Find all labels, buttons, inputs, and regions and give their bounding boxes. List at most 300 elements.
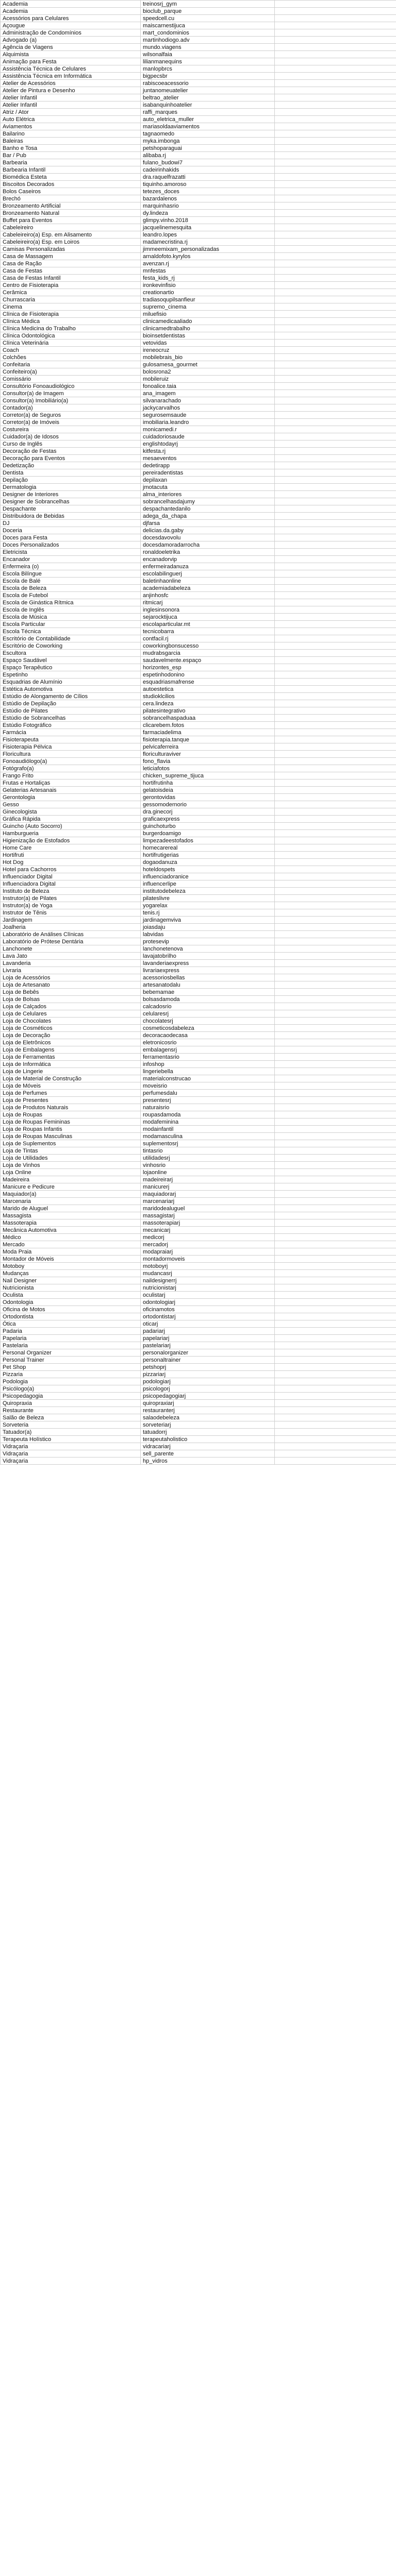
profile-cell[interactable]: joiasdaju <box>141 924 275 931</box>
profile-cell[interactable]: oculistarj <box>141 1292 275 1299</box>
profile-cell[interactable]: speedcell.cu <box>141 15 275 22</box>
profile-cell[interactable]: jackycarvalhos <box>141 404 275 412</box>
category-cell[interactable]: Escritório de Coworking <box>1 642 141 650</box>
empty-cell[interactable] <box>275 664 396 671</box>
category-cell[interactable]: Loja de Material de Construção <box>1 1075 141 1082</box>
category-cell[interactable]: Escola de Balé <box>1 578 141 585</box>
empty-cell[interactable] <box>275 1032 396 1039</box>
empty-cell[interactable] <box>275 938 396 945</box>
empty-cell[interactable] <box>275 945 396 953</box>
empty-cell[interactable] <box>275 1169 396 1176</box>
profile-cell[interactable]: hp_vidros <box>141 1458 275 1465</box>
category-cell[interactable]: Restaurante <box>1 1407 141 1414</box>
category-cell[interactable]: Escola Técnica <box>1 628 141 635</box>
empty-cell[interactable] <box>275 1054 396 1061</box>
category-cell[interactable]: Despachante <box>1 505 141 513</box>
empty-cell[interactable] <box>275 462 396 469</box>
profile-cell[interactable]: imobiliaria.leandro <box>141 419 275 426</box>
profile-cell[interactable]: dra.raquelfrazatti <box>141 174 275 181</box>
profile-cell[interactable]: anjinhosfc <box>141 592 275 599</box>
category-cell[interactable]: Distribuidora de Bebidas <box>1 513 141 520</box>
category-cell[interactable]: Enfermeira (o) <box>1 563 141 570</box>
category-cell[interactable]: Hot Dog <box>1 859 141 866</box>
profile-cell[interactable]: homecarereal <box>141 844 275 852</box>
profile-cell[interactable]: tintasrio <box>141 1147 275 1155</box>
profile-cell[interactable]: depilaxan <box>141 477 275 484</box>
category-cell[interactable]: Papelaria <box>1 1335 141 1342</box>
empty-cell[interactable] <box>275 1313 396 1320</box>
empty-cell[interactable] <box>275 239 396 246</box>
profile-cell[interactable]: autoestetica <box>141 686 275 693</box>
category-cell[interactable]: Influenciadora Digital <box>1 880 141 888</box>
category-cell[interactable]: Gelaterias Artesanais <box>1 787 141 794</box>
empty-cell[interactable] <box>275 361 396 368</box>
category-cell[interactable]: Lavanderia <box>1 960 141 967</box>
category-cell[interactable]: Vidraçaria <box>1 1450 141 1458</box>
empty-cell[interactable] <box>275 354 396 361</box>
category-cell[interactable]: Auto Elétrica <box>1 116 141 123</box>
profile-cell[interactable]: sell_parente <box>141 1450 275 1458</box>
empty-cell[interactable] <box>275 1385 396 1393</box>
profile-cell[interactable]: marquinhasrio <box>141 202 275 210</box>
category-cell[interactable]: Loja de Celulares <box>1 1010 141 1018</box>
category-cell[interactable]: Casa de Festas Infantil <box>1 275 141 282</box>
profile-cell[interactable]: tagnaomedo <box>141 130 275 138</box>
category-cell[interactable]: Higienização de Estofados <box>1 837 141 844</box>
profile-cell[interactable]: fulano_budowi7 <box>141 159 275 166</box>
category-cell[interactable]: Cinema <box>1 303 141 311</box>
empty-cell[interactable] <box>275 145 396 152</box>
category-cell[interactable]: Instrutor(a) de Yoga <box>1 902 141 909</box>
category-cell[interactable]: Clínica Médica <box>1 318 141 325</box>
category-cell[interactable]: Barbearia Infantil <box>1 166 141 174</box>
empty-cell[interactable] <box>275 787 396 794</box>
empty-cell[interactable] <box>275 65 396 73</box>
profile-cell[interactable]: influencerlipe <box>141 880 275 888</box>
empty-cell[interactable] <box>275 29 396 37</box>
empty-cell[interactable] <box>275 505 396 513</box>
profile-cell[interactable]: vetovidas <box>141 340 275 347</box>
category-cell[interactable]: Corretor(a) de Seguros <box>1 412 141 419</box>
empty-cell[interactable] <box>275 981 396 989</box>
profile-cell[interactable]: utilidadesrj <box>141 1155 275 1162</box>
profile-cell[interactable]: saudavelmente.espaço <box>141 657 275 664</box>
category-cell[interactable]: Banho e Tosa <box>1 145 141 152</box>
category-cell[interactable]: Mercado <box>1 1241 141 1248</box>
profile-cell[interactable]: bioinsetdentistas <box>141 332 275 340</box>
category-cell[interactable]: Clínica Veterinária <box>1 340 141 347</box>
empty-cell[interactable] <box>275 347 396 354</box>
profile-cell[interactable]: academiadabeleza <box>141 585 275 592</box>
category-cell[interactable]: Instrutor de Tênis <box>1 909 141 917</box>
profile-cell[interactable]: bebemamae <box>141 989 275 996</box>
empty-cell[interactable] <box>275 1400 396 1407</box>
category-cell[interactable]: Loja de Decoração <box>1 1032 141 1039</box>
empty-cell[interactable] <box>275 383 396 390</box>
empty-cell[interactable] <box>275 1075 396 1082</box>
category-cell[interactable]: Escola de Inglês <box>1 606 141 614</box>
empty-cell[interactable] <box>275 852 396 859</box>
category-cell[interactable]: Loja de Artesanato <box>1 981 141 989</box>
empty-cell[interactable] <box>275 289 396 296</box>
category-cell[interactable]: Loja Online <box>1 1169 141 1176</box>
empty-cell[interactable] <box>275 22 396 29</box>
category-cell[interactable]: Escultora <box>1 650 141 657</box>
profile-cell[interactable]: psicopedagogiarj <box>141 1393 275 1400</box>
category-cell[interactable]: Lava Jato <box>1 953 141 960</box>
category-cell[interactable]: Bar / Pub <box>1 152 141 159</box>
category-cell[interactable]: Estúdio de Depilação <box>1 700 141 707</box>
profile-cell[interactable]: massoterapiarj <box>141 1219 275 1227</box>
profile-cell[interactable]: miluefisio <box>141 311 275 318</box>
profile-cell[interactable]: leticiafotos <box>141 765 275 772</box>
empty-cell[interactable] <box>275 816 396 823</box>
empty-cell[interactable] <box>275 246 396 253</box>
profile-cell[interactable]: mobilebrais_bio <box>141 354 275 361</box>
category-cell[interactable]: Loja de Ferramentas <box>1 1054 141 1061</box>
category-cell[interactable]: Personal Organizer <box>1 1349 141 1357</box>
profile-cell[interactable]: sobrancelhaspaduaa <box>141 715 275 722</box>
category-cell[interactable]: Coach <box>1 347 141 354</box>
profile-cell[interactable]: sobrancelhasdajumy <box>141 498 275 505</box>
category-cell[interactable]: Estúdio de Pilates <box>1 707 141 715</box>
category-cell[interactable]: Designer de Interiores <box>1 491 141 498</box>
profile-cell[interactable]: enfermeiradanuza <box>141 563 275 570</box>
category-cell[interactable]: Loja de Chocolates <box>1 1018 141 1025</box>
category-cell[interactable]: Ótica <box>1 1320 141 1328</box>
empty-cell[interactable] <box>275 679 396 686</box>
profile-cell[interactable]: maquiadorarj <box>141 1191 275 1198</box>
profile-cell[interactable]: docesdamoradarrocha <box>141 541 275 549</box>
category-cell[interactable]: Consultório Fonoaudiológico <box>1 383 141 390</box>
category-cell[interactable]: Hortifruti <box>1 852 141 859</box>
empty-cell[interactable] <box>275 628 396 635</box>
empty-cell[interactable] <box>275 498 396 505</box>
category-cell[interactable]: Loja de Acessórios <box>1 974 141 981</box>
profile-cell[interactable]: studioklcilios <box>141 693 275 700</box>
category-cell[interactable]: Confeiteiro(a) <box>1 368 141 376</box>
category-cell[interactable]: Designer de Sobrancelhas <box>1 498 141 505</box>
profile-cell[interactable]: kitfesta.rj <box>141 448 275 455</box>
empty-cell[interactable] <box>275 174 396 181</box>
category-cell[interactable]: Oficina de Motos <box>1 1306 141 1313</box>
empty-cell[interactable] <box>275 1248 396 1256</box>
profile-cell[interactable]: raffi_marques <box>141 109 275 116</box>
category-cell[interactable]: Instrutor(a) de Pilates <box>1 895 141 902</box>
category-cell[interactable]: Bronzeamento Artificial <box>1 202 141 210</box>
profile-cell[interactable]: hortifrutigerias <box>141 852 275 859</box>
empty-cell[interactable] <box>275 1118 396 1126</box>
profile-cell[interactable]: myka.imbonga <box>141 138 275 145</box>
category-cell[interactable]: Motoboy <box>1 1263 141 1270</box>
category-cell[interactable]: Hamburgueria <box>1 830 141 837</box>
profile-cell[interactable]: personalorganizer <box>141 1349 275 1357</box>
category-cell[interactable]: Sorveteria <box>1 1421 141 1429</box>
profile-cell[interactable]: mundo.viagens <box>141 44 275 51</box>
empty-cell[interactable] <box>275 1306 396 1313</box>
empty-cell[interactable] <box>275 1458 396 1465</box>
profile-cell[interactable]: eletronicosrio <box>141 1039 275 1046</box>
empty-cell[interactable] <box>275 830 396 837</box>
empty-cell[interactable] <box>275 1018 396 1025</box>
profile-cell[interactable]: cadeirinhakids <box>141 166 275 174</box>
category-cell[interactable]: Madeireira <box>1 1176 141 1183</box>
empty-cell[interactable] <box>275 1082 396 1090</box>
category-cell[interactable]: Comissário <box>1 376 141 383</box>
empty-cell[interactable] <box>275 563 396 570</box>
category-cell[interactable]: Administração de Condomínios <box>1 29 141 37</box>
category-cell[interactable]: Gráfica Rápida <box>1 816 141 823</box>
empty-cell[interactable] <box>275 1039 396 1046</box>
empty-cell[interactable] <box>275 1421 396 1429</box>
profile-cell[interactable]: creationartio <box>141 289 275 296</box>
profile-cell[interactable]: calcadosrio <box>141 1003 275 1010</box>
empty-cell[interactable] <box>275 1443 396 1450</box>
empty-cell[interactable] <box>275 578 396 585</box>
profile-cell[interactable]: oficinamotos <box>141 1306 275 1313</box>
profile-cell[interactable]: petshoprj <box>141 1364 275 1371</box>
profile-cell[interactable]: maridodealuguel <box>141 1205 275 1212</box>
empty-cell[interactable] <box>275 130 396 138</box>
category-cell[interactable]: Atelier Infantil <box>1 94 141 101</box>
empty-cell[interactable] <box>275 123 396 130</box>
profile-cell[interactable]: infoshop <box>141 1061 275 1068</box>
empty-cell[interactable] <box>275 585 396 592</box>
profile-cell[interactable]: ireneocruz <box>141 347 275 354</box>
empty-cell[interactable] <box>275 101 396 109</box>
empty-cell[interactable] <box>275 751 396 758</box>
profile-cell[interactable]: moveisrio <box>141 1082 275 1090</box>
empty-cell[interactable] <box>275 1111 396 1118</box>
profile-cell[interactable]: massagistarj <box>141 1212 275 1219</box>
category-cell[interactable]: Corretor(a) de Imóveis <box>1 419 141 426</box>
category-cell[interactable]: Atriz / Ator <box>1 109 141 116</box>
profile-cell[interactable]: bazardalenos <box>141 195 275 202</box>
empty-cell[interactable] <box>275 1227 396 1234</box>
profile-cell[interactable]: treinosrj_gym <box>141 1 275 8</box>
profile-cell[interactable]: mariasoldaaviamentos <box>141 123 275 130</box>
empty-cell[interactable] <box>275 722 396 729</box>
category-cell[interactable]: Animação para Festa <box>1 58 141 65</box>
empty-cell[interactable] <box>275 1104 396 1111</box>
profile-cell[interactable]: ronaldoeletrika <box>141 549 275 556</box>
category-cell[interactable]: Curso de Inglês <box>1 440 141 448</box>
category-cell[interactable]: Encanador <box>1 556 141 563</box>
profile-cell[interactable]: influenciadoranice <box>141 873 275 880</box>
category-cell[interactable]: Decoração de Festas <box>1 448 141 455</box>
profile-cell[interactable]: glimpy.vinho.2018 <box>141 217 275 224</box>
profile-cell[interactable]: gulosamesa_gourmet <box>141 361 275 368</box>
profile-cell[interactable]: monicamedi.r <box>141 426 275 433</box>
category-cell[interactable]: Eletricista <box>1 549 141 556</box>
profile-cell[interactable]: padariarj <box>141 1328 275 1335</box>
empty-cell[interactable] <box>275 1436 396 1443</box>
profile-cell[interactable]: perfumesdalu <box>141 1090 275 1097</box>
profile-cell[interactable]: acessoriosbellas <box>141 974 275 981</box>
empty-cell[interactable] <box>275 1155 396 1162</box>
empty-cell[interactable] <box>275 260 396 267</box>
empty-cell[interactable] <box>275 1046 396 1054</box>
category-cell[interactable]: Espaço Terapêutico <box>1 664 141 671</box>
profile-cell[interactable]: dedetirapp <box>141 462 275 469</box>
category-cell[interactable]: Terapeuta Holístico <box>1 1436 141 1443</box>
category-cell[interactable]: Buffet para Eventos <box>1 217 141 224</box>
category-cell[interactable]: Cuidador(a) de Idosos <box>1 433 141 440</box>
category-cell[interactable]: Academia <box>1 1 141 8</box>
empty-cell[interactable] <box>275 1176 396 1183</box>
profile-cell[interactable]: psicologorj <box>141 1385 275 1393</box>
profile-cell[interactable]: vidracariarj <box>141 1443 275 1450</box>
empty-cell[interactable] <box>275 974 396 981</box>
profile-cell[interactable]: mercadorj <box>141 1241 275 1248</box>
empty-cell[interactable] <box>275 1147 396 1155</box>
profile-cell[interactable]: tradiasoqupilsanfieur <box>141 296 275 303</box>
category-cell[interactable]: Loja de Produtos Naturais <box>1 1104 141 1111</box>
profile-cell[interactable]: materialconstrucao <box>141 1075 275 1082</box>
profile-cell[interactable]: sejarocktijuca <box>141 614 275 621</box>
category-cell[interactable]: Casa de Ração <box>1 260 141 267</box>
category-cell[interactable]: Manicure e Pedicure <box>1 1183 141 1191</box>
category-cell[interactable]: Decoração para Eventos <box>1 455 141 462</box>
category-cell[interactable]: Instituto de Beleza <box>1 888 141 895</box>
empty-cell[interactable] <box>275 1357 396 1364</box>
category-cell[interactable]: Centro de Fisioterapia <box>1 282 141 289</box>
empty-cell[interactable] <box>275 1126 396 1133</box>
empty-cell[interactable] <box>275 1212 396 1219</box>
empty-cell[interactable] <box>275 224 396 231</box>
profile-cell[interactable]: beltrao_atelier <box>141 94 275 101</box>
category-cell[interactable]: Salão de Beleza <box>1 1414 141 1421</box>
category-cell[interactable]: Pastelaria <box>1 1342 141 1349</box>
empty-cell[interactable] <box>275 491 396 498</box>
empty-cell[interactable] <box>275 51 396 58</box>
empty-cell[interactable] <box>275 267 396 275</box>
category-cell[interactable]: Brechó <box>1 195 141 202</box>
empty-cell[interactable] <box>275 779 396 787</box>
profile-cell[interactable]: segurosemsaude <box>141 412 275 419</box>
profile-cell[interactable]: arnaldofoto.kyrylos <box>141 253 275 260</box>
profile-cell[interactable]: fonoalice.taia <box>141 383 275 390</box>
empty-cell[interactable] <box>275 642 396 650</box>
profile-cell[interactable]: institutodebeleza <box>141 888 275 895</box>
empty-cell[interactable] <box>275 296 396 303</box>
category-cell[interactable]: Acessórios para Celulares <box>1 15 141 22</box>
profile-cell[interactable]: englishtodayrj <box>141 440 275 448</box>
empty-cell[interactable] <box>275 1 396 8</box>
profile-cell[interactable]: floriculturaviver <box>141 751 275 758</box>
category-cell[interactable]: Loja de Roupas <box>1 1111 141 1118</box>
profile-cell[interactable]: cosmeticosdabeleza <box>141 1025 275 1032</box>
profile-cell[interactable]: marcenariarj <box>141 1198 275 1205</box>
profile-cell[interactable]: escolabilinguerj <box>141 570 275 578</box>
category-cell[interactable]: Atelier Infantil <box>1 101 141 109</box>
profile-cell[interactable]: artesanatodalu <box>141 981 275 989</box>
empty-cell[interactable] <box>275 599 396 606</box>
category-cell[interactable]: Laboratório de Prótese Dentária <box>1 938 141 945</box>
empty-cell[interactable] <box>275 707 396 715</box>
empty-cell[interactable] <box>275 87 396 94</box>
profile-cell[interactable]: bioclub_parque <box>141 8 275 15</box>
profile-cell[interactable]: mesaeventos <box>141 455 275 462</box>
category-cell[interactable]: Personal Trainer <box>1 1357 141 1364</box>
empty-cell[interactable] <box>275 686 396 693</box>
profile-cell[interactable]: odontologiarj <box>141 1299 275 1306</box>
empty-cell[interactable] <box>275 844 396 852</box>
empty-cell[interactable] <box>275 159 396 166</box>
category-cell[interactable]: Loja de Móveis <box>1 1082 141 1090</box>
category-cell[interactable]: Ginecologista <box>1 808 141 816</box>
empty-cell[interactable] <box>275 1133 396 1140</box>
empty-cell[interactable] <box>275 1198 396 1205</box>
profile-cell[interactable]: jardinagemviva <box>141 917 275 924</box>
profile-cell[interactable]: manlopbrcs <box>141 65 275 73</box>
profile-cell[interactable]: mart_condominios <box>141 29 275 37</box>
profile-cell[interactable]: leandro.lopes <box>141 231 275 239</box>
empty-cell[interactable] <box>275 1277 396 1284</box>
empty-cell[interactable] <box>275 1140 396 1147</box>
category-cell[interactable]: Influenciador Digital <box>1 873 141 880</box>
empty-cell[interactable] <box>275 80 396 87</box>
category-cell[interactable]: Escola de Beleza <box>1 585 141 592</box>
empty-cell[interactable] <box>275 181 396 188</box>
category-cell[interactable]: Fisioterapia Pélvica <box>1 743 141 751</box>
category-cell[interactable]: Escola Particular <box>1 621 141 628</box>
category-cell[interactable]: Pizzaria <box>1 1371 141 1378</box>
category-cell[interactable]: Vidraçaria <box>1 1443 141 1450</box>
profile-cell[interactable]: medicorj <box>141 1234 275 1241</box>
profile-cell[interactable]: adega_da_chapa <box>141 513 275 520</box>
category-cell[interactable]: Nail Designer <box>1 1277 141 1284</box>
category-cell[interactable]: Loja de Informática <box>1 1061 141 1068</box>
profile-cell[interactable]: manicurerj <box>141 1183 275 1191</box>
profile-cell[interactable]: jacquelinemesquita <box>141 224 275 231</box>
empty-cell[interactable] <box>275 931 396 938</box>
category-cell[interactable]: Bailarino <box>1 130 141 138</box>
profile-cell[interactable]: gerontovidas <box>141 794 275 801</box>
profile-cell[interactable]: sorveteriarj <box>141 1421 275 1429</box>
empty-cell[interactable] <box>275 448 396 455</box>
empty-cell[interactable] <box>275 1299 396 1306</box>
empty-cell[interactable] <box>275 556 396 563</box>
empty-cell[interactable] <box>275 1349 396 1357</box>
profile-cell[interactable]: embalagensrj <box>141 1046 275 1054</box>
empty-cell[interactable] <box>275 1284 396 1292</box>
empty-cell[interactable] <box>275 534 396 541</box>
category-cell[interactable]: Advogado (a) <box>1 37 141 44</box>
empty-cell[interactable] <box>275 772 396 779</box>
category-cell[interactable]: Loja de Roupas Masculinas <box>1 1133 141 1140</box>
empty-cell[interactable] <box>275 109 396 116</box>
category-cell[interactable]: Esquadrias de Alumínio <box>1 679 141 686</box>
profile-cell[interactable]: lanchonetenova <box>141 945 275 953</box>
empty-cell[interactable] <box>275 880 396 888</box>
empty-cell[interactable] <box>275 440 396 448</box>
empty-cell[interactable] <box>275 541 396 549</box>
empty-cell[interactable] <box>275 794 396 801</box>
empty-cell[interactable] <box>275 325 396 332</box>
category-cell[interactable]: Consultor(a) de Imagem <box>1 390 141 397</box>
profile-cell[interactable]: coworkingbonsucesso <box>141 642 275 650</box>
profile-cell[interactable]: contfacil.rj <box>141 635 275 642</box>
profile-cell[interactable]: baletinhaonline <box>141 578 275 585</box>
category-cell[interactable]: Açougue <box>1 22 141 29</box>
empty-cell[interactable] <box>275 303 396 311</box>
empty-cell[interactable] <box>275 650 396 657</box>
profile-cell[interactable]: decoracaodecasa <box>141 1032 275 1039</box>
category-cell[interactable]: Academia <box>1 8 141 15</box>
category-cell[interactable]: Massoterapia <box>1 1219 141 1227</box>
category-cell[interactable]: Dermatologia <box>1 484 141 491</box>
